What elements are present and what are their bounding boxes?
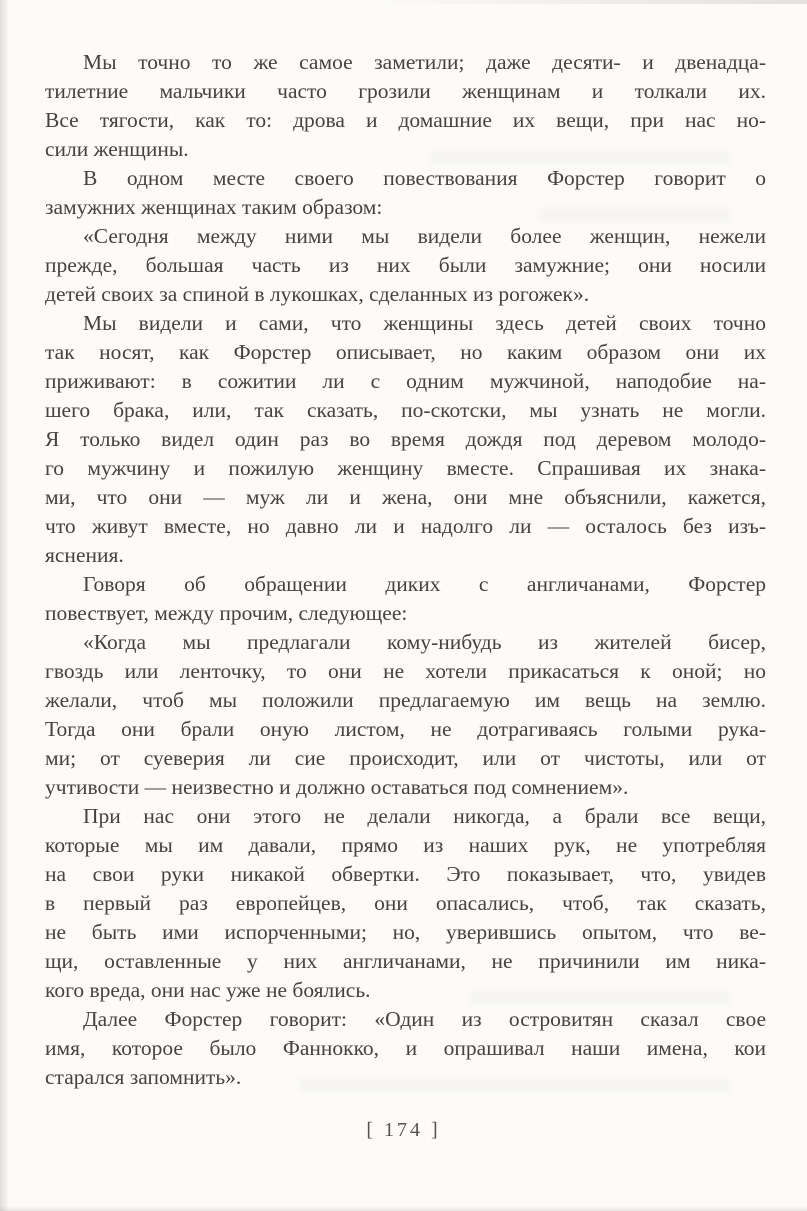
text-line: учтивости — неизвестно и должно оставаться под сомнением». <box>45 775 629 799</box>
paragraph <box>45 802 766 1005</box>
text-line: на свои руки никакой обвертки. Это показывает, что, увидев <box>45 862 766 886</box>
text-line: го мужчину и пожилую женщину вместе. Спрашивая их знака- <box>45 456 766 480</box>
text-line: щи, оставленные у них англичанами, не причинили им ника- <box>45 949 766 973</box>
text-line: тилетние мальчики часто грозили женщинам и толкали их. <box>45 79 766 103</box>
text-line: сили женщины. <box>45 137 189 161</box>
text-line: повествует, между прочим, следующее: <box>45 601 408 625</box>
text-line: яснения. <box>45 543 124 567</box>
paragraph <box>45 570 766 628</box>
text-block <box>45 48 766 1092</box>
paragraph <box>45 1005 766 1092</box>
text-line: что живут вместе, но давно ли и надолго ли — осталось без изъ- <box>45 514 766 538</box>
text-line: ми; от суеверия ли сие происходит, или от чистоты, или от <box>45 746 766 770</box>
text-line: старался запомнить». <box>45 1065 242 1089</box>
paragraph <box>45 48 766 164</box>
text-line: «Сегодня между ними мы видели более женщин, нежели <box>83 224 766 248</box>
text-line: Далее Форстер говорит: «Один из островитян сказал свое <box>83 1007 766 1031</box>
text-line: приживают: в сожитии ли с одним мужчиной, наподобие на- <box>45 369 766 393</box>
text-line: При нас они этого не делали никогда, а брали все вещи, <box>83 804 766 828</box>
text-line: Тогда они брали оную листом, не дотрагиваясь голыми рука- <box>45 717 766 741</box>
paragraph <box>45 164 766 222</box>
text-line: прежде, большая часть из них были замужние; они носили <box>45 253 766 277</box>
text-line: не быть ими испорченными; но, уверившись опытом, что ве- <box>45 920 766 944</box>
text-line: в первый раз европейцев, они опасались, чтоб, так сказать, <box>45 891 766 915</box>
text-line: гвоздь или ленточку, то они не хотели прикасаться к оной; но <box>45 659 766 683</box>
text-line: которые мы им давали, прямо из наших рук, не употребляя <box>45 833 766 857</box>
paragraph <box>45 309 766 570</box>
scan-edge-bottom <box>0 1206 807 1211</box>
text-line: Все тягости, как то: дрова и домашние их вещи, при нас но- <box>45 108 766 132</box>
text-line: детей своих за спиной в лукошках, сделанных из рогожек». <box>45 282 590 306</box>
scan-edge-left <box>0 0 9 1211</box>
text-line: имя, которое было Фаннокко, и опрашивал наши имена, кои <box>45 1036 766 1060</box>
text-line: так носят, как Форстер описывает, но каким образом они их <box>45 340 766 364</box>
text-line: Я только видел один раз во время дождя под деревом молодо- <box>45 427 766 451</box>
text-line: В одном месте своего повествования Форстер говорит о <box>83 166 766 190</box>
page-number: [ 174 ] <box>366 1119 441 1141</box>
scan-edge-top <box>0 0 807 4</box>
text-line: шего брака, или, так сказать, по-скотски, мы узнать не могли. <box>45 398 766 422</box>
text-line: желали, чтоб мы положили предлагаемую им вещь на землю. <box>45 688 766 712</box>
text-line: Говоря об обращении диких с англичанами, Форстер <box>83 572 766 596</box>
text-line: «Когда мы предлагали кому-нибудь из жителей бисер, <box>83 630 766 654</box>
text-line: кого вреда, они нас уже не боялись. <box>45 978 371 1002</box>
text-line: Мы видели и сами, что женщины здесь детей своих точно <box>83 311 766 335</box>
paragraph <box>45 628 766 802</box>
text-line: ми, что они — муж ли и жена, они мне объяснили, кажется, <box>45 485 766 509</box>
text-line: Мы точно то же самое заметили; даже десяти- и двенадца- <box>83 50 766 74</box>
text-line: замужних женщинах таким образом: <box>45 195 383 219</box>
paragraph <box>45 222 766 309</box>
